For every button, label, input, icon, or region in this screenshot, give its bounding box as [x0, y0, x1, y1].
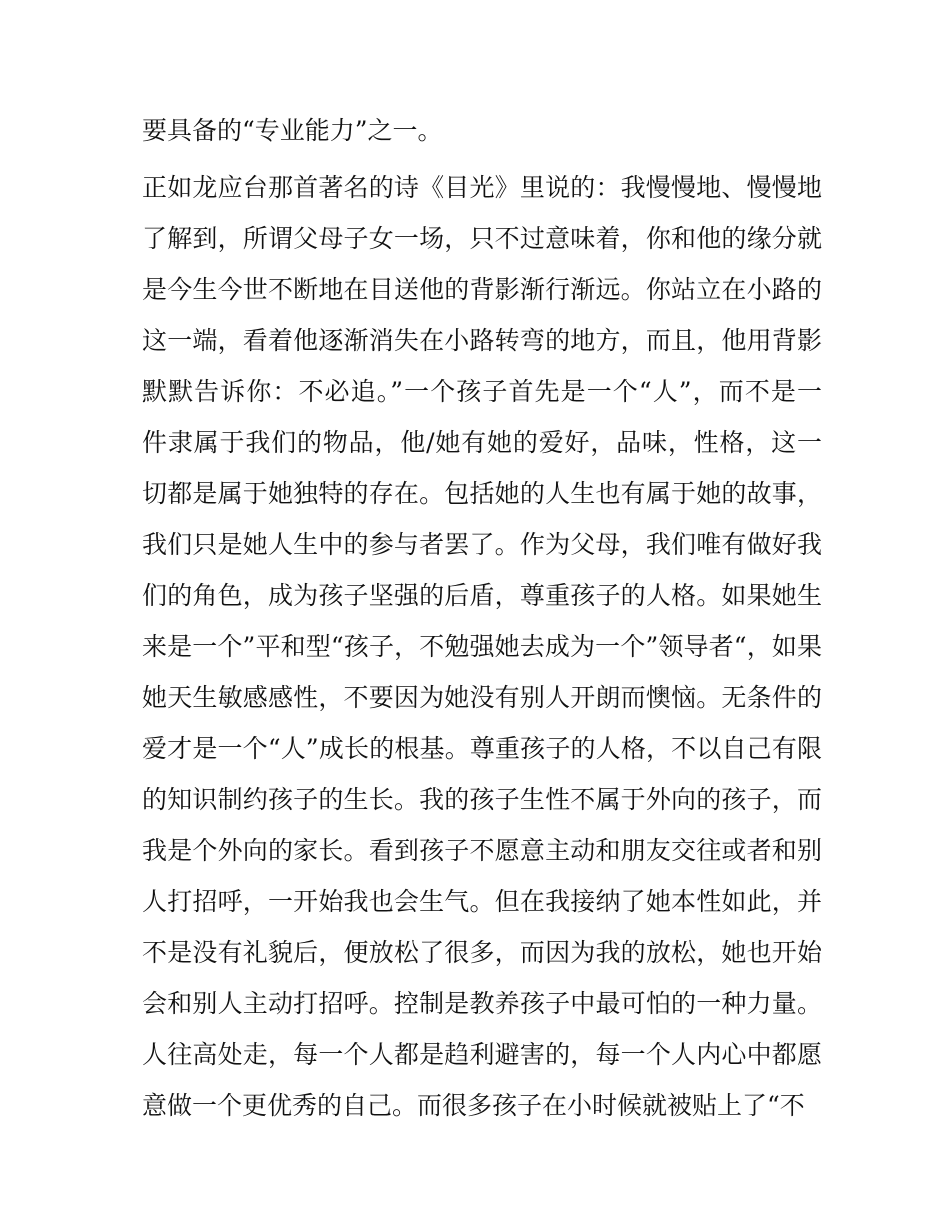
text-line: 我是个外向的家长。看到孩子不愿意主动和朋友交往或者和别 [142, 836, 822, 865]
text-line: 了解到，所谓父母子女一场，只不过意味着，你和他的缘分就 [142, 224, 822, 253]
text-line: 我们只是她人生中的参与者罢了。作为父母，我们唯有做好我 [142, 530, 822, 559]
text-line: 来是一个”平和型“孩子，不勉强她去成为一个”领导者“，如果 [142, 632, 822, 661]
text-line: 人往高处走，每一个人都是趋利避害的，每一个人内心中都愿 [142, 1040, 822, 1069]
text-line: 的知识制约孩子的生长。我的孩子生性不属于外向的孩子，而 [142, 785, 822, 814]
text-line: 要具备的“专业能力”之一。 [142, 116, 443, 145]
text-line: 不是没有礼貌后，便放松了很多，而因为我的放松，她也开始 [142, 938, 822, 967]
text-line: 正如龙应台那首著名的诗《目光》里说的：我慢慢地、慢慢地 [142, 173, 822, 202]
body-text [142, 110, 822, 1136]
text-line: 切都是属于她独特的存在。包括她的人生也有属于她的故事， [142, 479, 822, 508]
text-line: 人打招呼，一开始我也会生气。但在我接纳了她本性如此，并 [142, 887, 822, 916]
text-line: 会和别人主动打招呼。控制是教养孩子中最可怕的一种力量。 [142, 989, 822, 1018]
text-line: 默默告诉你：不必追。”一个孩子首先是一个“人”，而不是一 [142, 377, 822, 406]
text-line: 件隶属于我们的物品，他/她有她的爱好，品味，性格，这一 [142, 428, 822, 457]
text-line: 们的角色，成为孩子坚强的后盾，尊重孩子的人格。如果她生 [142, 581, 822, 610]
text-line: 她天生敏感感性，不要因为她没有别人开朗而懊恼。无条件的 [142, 683, 822, 712]
text-line: 这一端，看着他逐渐消失在小路转弯的地方，而且，他用背影 [142, 326, 822, 355]
text-line: 意做一个更优秀的自己。而很多孩子在小时候就被贴上了“不 [142, 1091, 805, 1120]
text-line: 是今生今世不断地在目送他的背影渐行渐远。你站立在小路的 [142, 275, 822, 304]
text-line: 爱才是一个“人”成长的根基。尊重孩子的人格，不以自己有限 [142, 734, 822, 763]
